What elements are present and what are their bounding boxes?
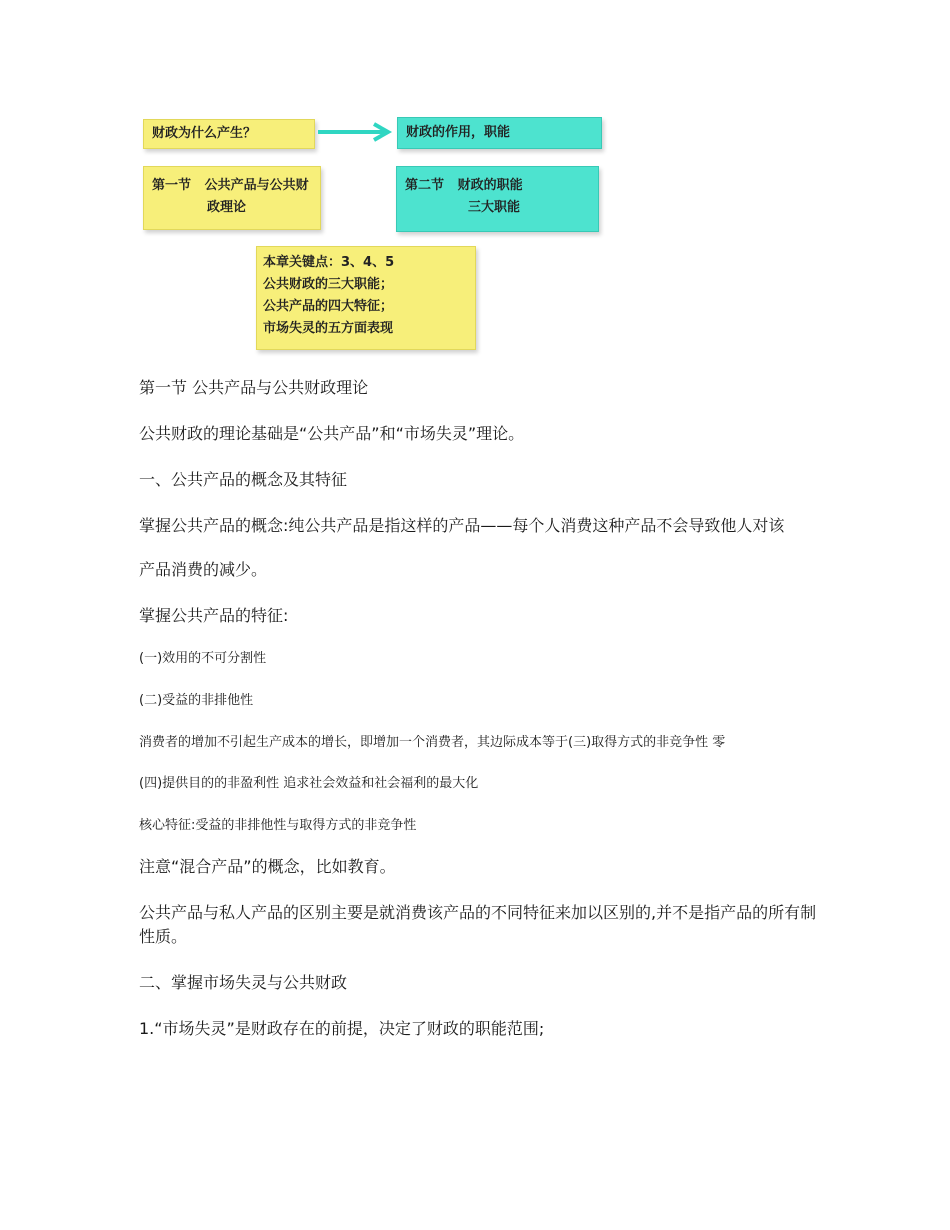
part2-heading: 二、掌握市场失灵与公共财政 xyxy=(139,973,348,992)
key-point-line: 公共财政的三大职能； xyxy=(263,277,394,292)
section2-line1: 第二节 财政的职能 xyxy=(405,178,523,193)
feature-item-2: (二)受益的非排他性 xyxy=(139,693,254,708)
why-finance-text: 财政为什么产生？ xyxy=(152,126,257,141)
section1-heading: 第一节 公共产品与公共财政理论 xyxy=(139,378,369,397)
core-feature: 核心特征:受益的非排他性与取得方式的非竞争性 xyxy=(139,818,417,833)
feature-item-3: 消费者的增加不引起生产成本的增长，即增加一个消费者，其边际成本等于(三)取得方式的非竞争性 零 xyxy=(139,735,726,750)
feature-item-1: (一)效用的不可分割性 xyxy=(139,651,267,666)
part1-heading: 一、公共产品的概念及其特征 xyxy=(139,470,348,489)
right-arrow-icon xyxy=(318,121,396,143)
theory-basis-paragraph: 公共财政的理论基础是“公共产品”和“市场失灵”理论。 xyxy=(139,424,525,443)
finance-role-box xyxy=(397,117,602,149)
feature-item-4: (四)提供目的的非盈利性 追求社会效益和社会福利的最大化 xyxy=(139,776,479,791)
mixed-product-paragraph: 注意“混合产品”的概念，比如教育。 xyxy=(139,857,396,876)
section2-line2: 三大职能 xyxy=(468,200,521,215)
section1-line1: 第一节 公共产品与公共财 xyxy=(152,178,309,193)
concept-continuation: 产品消费的减少。 xyxy=(139,560,268,579)
section1-box xyxy=(143,166,321,230)
difference-paragraph: 公共产品与私人产品的区别主要是就消费该产品的不同特征来加以区别的,并不是指产品的所有制性质。 xyxy=(139,903,817,946)
key-point-line: 市场失灵的五方面表现 xyxy=(263,321,394,336)
section1-line2: 政理论 xyxy=(207,200,247,215)
finance-role-text: 财政的作用，职能 xyxy=(406,125,511,140)
why-finance-box xyxy=(143,119,315,149)
document-body xyxy=(139,372,819,1041)
features-heading: 掌握公共产品的特征: xyxy=(139,606,289,625)
key-point-line: 公共产品的四大特征； xyxy=(263,299,394,314)
section2-box xyxy=(396,166,599,232)
point1-paragraph: 1.“市场失灵”是财政存在的前提，决定了财政的职能范围; xyxy=(139,1019,545,1038)
concept-paragraph: 掌握公共产品的概念:纯公共产品是指这样的产品——每个人消费这种产品不会导致他人对该 xyxy=(139,516,785,535)
chapter-diagram xyxy=(0,0,950,360)
key-points-box xyxy=(256,246,476,350)
key-point-line: 本章关键点：3、4、5 xyxy=(263,255,395,270)
